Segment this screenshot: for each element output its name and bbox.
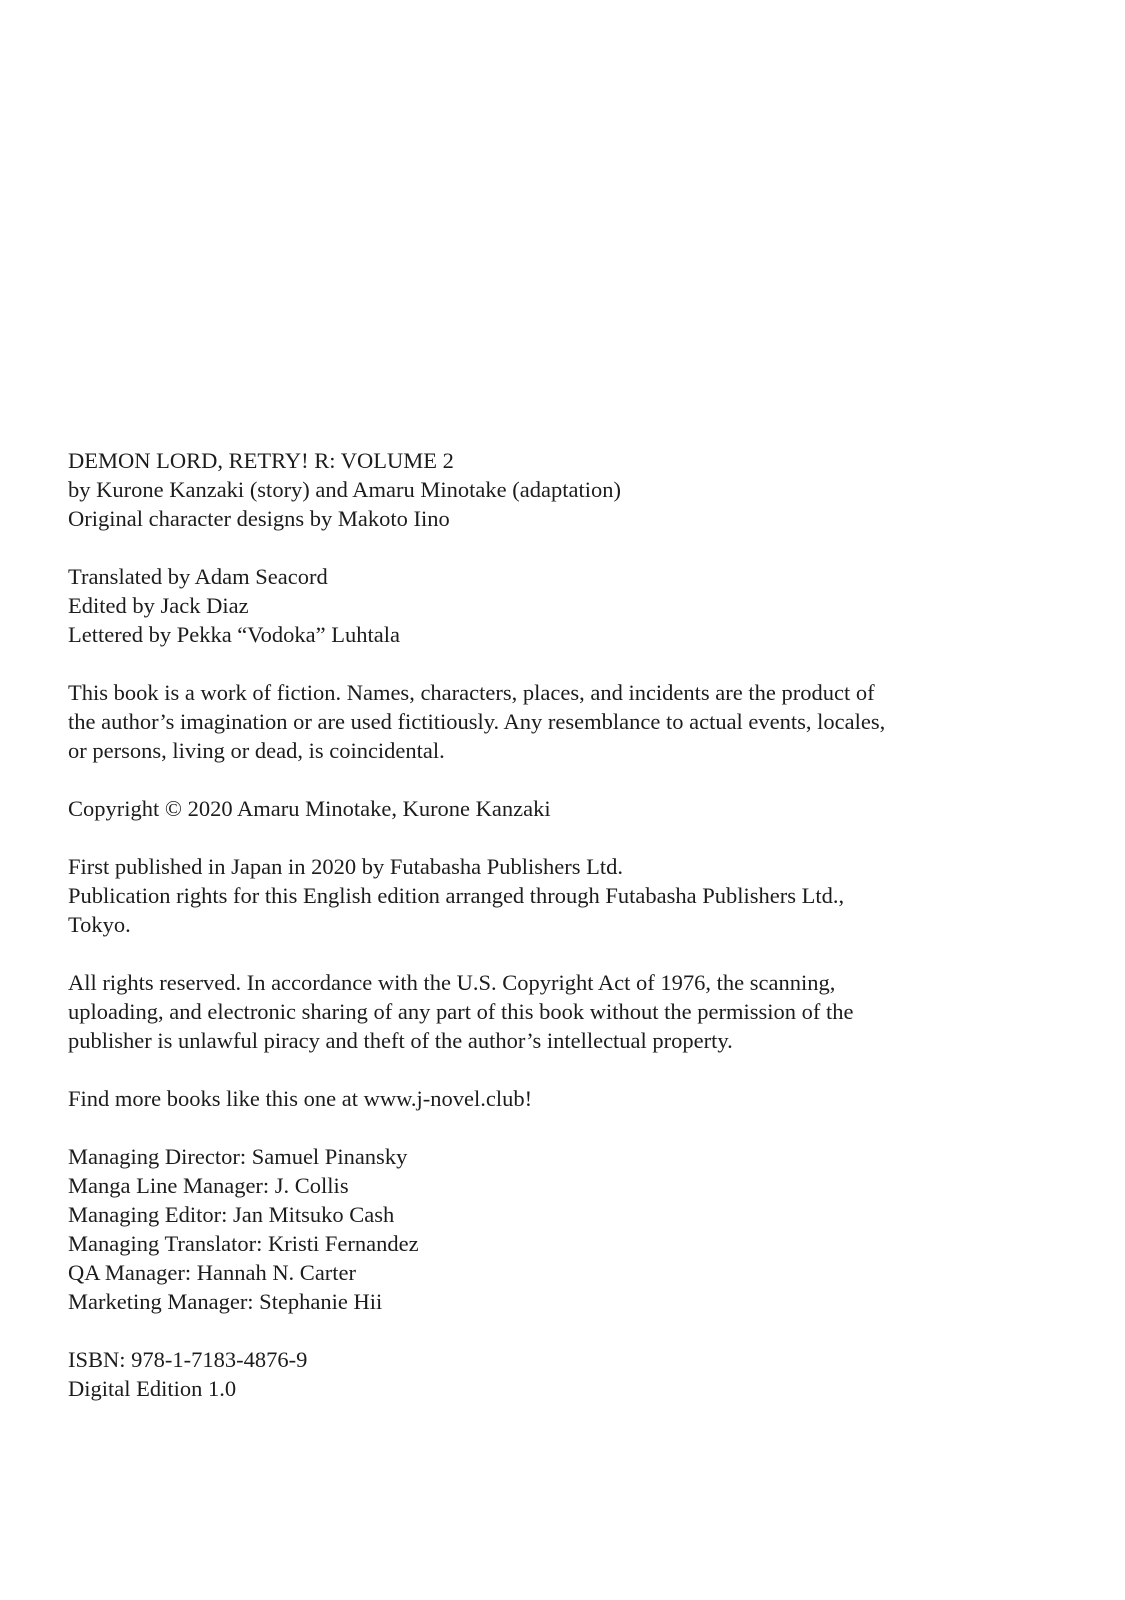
publication-block (68, 852, 1068, 939)
copyright-block (68, 794, 1068, 823)
edition-block (68, 1345, 1068, 1403)
title-block (68, 446, 1068, 533)
editor-credit: Edited by Jack Diaz (68, 593, 249, 618)
publication-line: Tokyo. (68, 912, 131, 937)
publication-line: First published in Japan in 2020 by Futabasha Publishers Ltd. (68, 854, 623, 879)
translator-credit: Translated by Adam Seacord (68, 564, 328, 589)
colophon-content (68, 446, 1068, 1403)
rights-line: uploading, and electronic sharing of any part of this book without the permission of the (68, 999, 854, 1024)
rights-notice-block (68, 968, 1068, 1055)
staff-managing-director: Managing Director: Samuel Pinansky (68, 1144, 408, 1169)
disclaimer-line: or persons, living or dead, is coincidental. (68, 738, 445, 763)
byline: by Kurone Kanzaki (story) and Amaru Minotake (adaptation) (68, 477, 621, 502)
rights-line: All rights reserved. In accordance with the U.S. Copyright Act of 1976, the scanning, (68, 970, 836, 995)
staff-marketing-manager: Marketing Manager: Stephanie Hii (68, 1289, 383, 1314)
disclaimer-line: the author’s imagination or are used fictitiously. Any resemblance to actual events, locales, (68, 709, 886, 734)
digital-edition-line: Digital Edition 1.0 (68, 1376, 237, 1401)
staff-managing-editor: Managing Editor: Jan Mitsuko Cash (68, 1202, 395, 1227)
promo-line: Find more books like this one at www.j-novel.club! (68, 1086, 533, 1111)
fiction-disclaimer (68, 678, 1068, 765)
disclaimer-line: This book is a work of fiction. Names, characters, places, and incidents are the product of (68, 680, 875, 705)
staff-qa-manager: QA Manager: Hannah N. Carter (68, 1260, 357, 1285)
copyright-line: Copyright © 2020 Amaru Minotake, Kurone Kanzaki (68, 796, 551, 821)
staff-managing-translator: Managing Translator: Kristi Fernandez (68, 1231, 419, 1256)
rights-line: publisher is unlawful piracy and theft of the author’s intellectual property. (68, 1028, 733, 1053)
book-title: DEMON LORD, RETRY! R: VOLUME 2 (68, 448, 454, 473)
letterer-credit: Lettered by Pekka “Vodoka” Luhtala (68, 622, 400, 647)
isbn-line: ISBN: 978-1-7183-4876-9 (68, 1347, 308, 1372)
character-designs-credit: Original character designs by Makoto Iino (68, 506, 450, 531)
promo-block (68, 1084, 1068, 1113)
staff-manga-line-manager: Manga Line Manager: J. Collis (68, 1173, 349, 1198)
publication-line: Publication rights for this English edition arranged through Futabasha Publishers Ltd., (68, 883, 845, 908)
staff-list (68, 1142, 1068, 1316)
credits-block (68, 562, 1068, 649)
